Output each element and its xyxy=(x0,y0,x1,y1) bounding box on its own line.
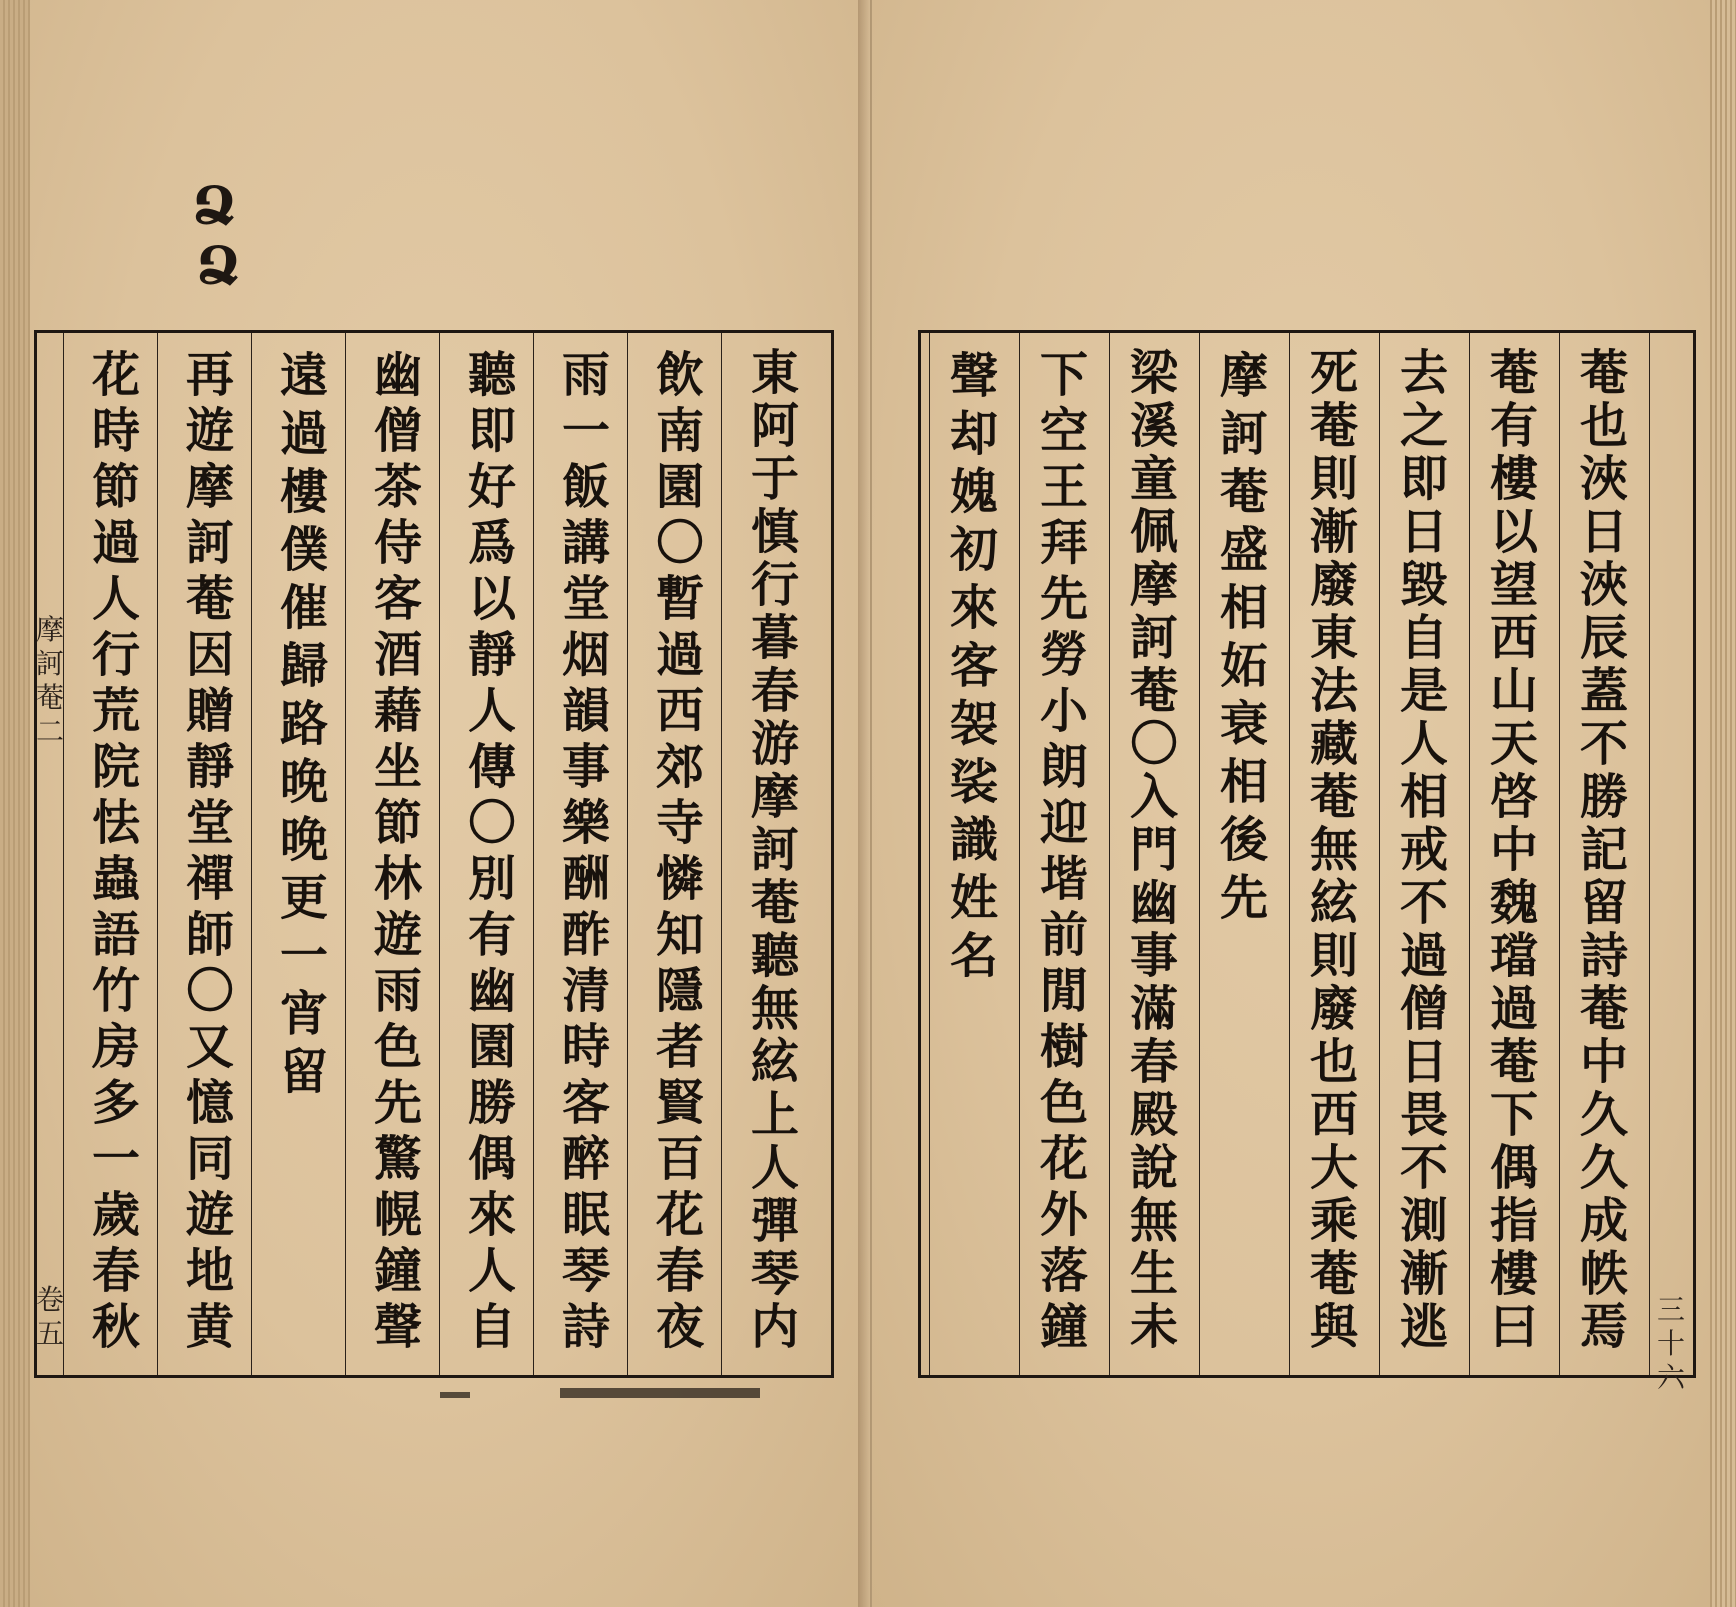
margin-volume: 卷 五 xyxy=(36,1283,65,1350)
book-edge xyxy=(1710,0,1736,1607)
right-col-6: 梁 溪 童 佩 摩 訶 菴 〇 入 門 幽 事 滿 春 殿 說 無 生 未 xyxy=(1129,345,1178,1355)
right-col-3: 去 之 即 日 毀 自 是 人 相 戒 不 過 僧 日 畏 不 測 漸 逃 xyxy=(1399,345,1448,1355)
margin-title: 摩 訶 菴 二 xyxy=(36,613,65,748)
left-col-4: 聽 即 好 爲 以 靜 人 傳 〇 別 有 幽 園 勝 偶 來 人 自 xyxy=(467,347,516,1355)
left-col-6: 遠 過 樓 僕 催 歸 路 晚 晚 更 一 宵 留 xyxy=(279,348,328,1100)
book-edge xyxy=(0,0,30,1607)
top-mark-2: Ձ xyxy=(196,236,241,297)
right-col-2: 菴 有 樓 以 望 西 山 天 啓 中 魏 璫 過 菴 下 偶 指 樓 曰 xyxy=(1489,345,1538,1355)
right-col-4: 死 菴 則 漸 廢 東 法 藏 菴 無 絃 則 廢 也 西 大 乘 菴 與 xyxy=(1309,345,1358,1355)
right-col-1: 菴 也 浹 日 浹 辰 蓋 不 勝 記 留 詩 菴 中 久 久 成 帙 焉 xyxy=(1579,345,1628,1355)
right-col-5: 摩 訶 菴 盛 相 妬 衰 相 後 先 xyxy=(1219,348,1268,926)
ink-blot xyxy=(560,1388,760,1398)
right-text-frame xyxy=(918,330,1696,1394)
top-mark-1: Ձ xyxy=(192,176,237,237)
left-col-7: 再 遊 摩 訶 菴 因 贈 靜 堂 禪 師 〇 又 憶 同 遊 地 黄 xyxy=(185,347,234,1355)
margin-folio: 三 十 六 xyxy=(1656,1293,1685,1394)
left-text-frame xyxy=(34,330,834,1378)
right-col-7: 下 空 王 拜 先 勞 小 朗 迎 堦 前 閒 樹 色 花 外 落 鐘 xyxy=(1039,347,1088,1355)
right-col-8: 聲 却 媿 初 來 客 袈 裟 識 姓 名 xyxy=(949,348,998,984)
ink-blot xyxy=(440,1392,470,1398)
left-col-1: 東 阿 于 慎 行 暮 春 游 摩 訶 菴 聽 無 絃 上 人 彈 琴 内 xyxy=(750,345,799,1355)
left-col-3: 雨 一 飯 講 堂 烟 韻 事 樂 酬 酢 清 時 客 醉 眠 琴 詩 xyxy=(561,347,610,1355)
left-col-8: 花 時 節 過 人 行 荒 院 怯 蟲 語 竹 房 多 一 歲 春 秋 xyxy=(91,347,140,1355)
left-col-2: 飲 南 園 〇 暫 過 西 郊 寺 憐 知 隱 者 賢 百 花 春 夜 xyxy=(655,347,704,1355)
right-page xyxy=(872,0,1736,1607)
left-col-5: 幽 僧 茶 侍 客 酒 藉 坐 節 林 遊 雨 色 先 驚 幌 鐘 聲 xyxy=(373,347,422,1355)
